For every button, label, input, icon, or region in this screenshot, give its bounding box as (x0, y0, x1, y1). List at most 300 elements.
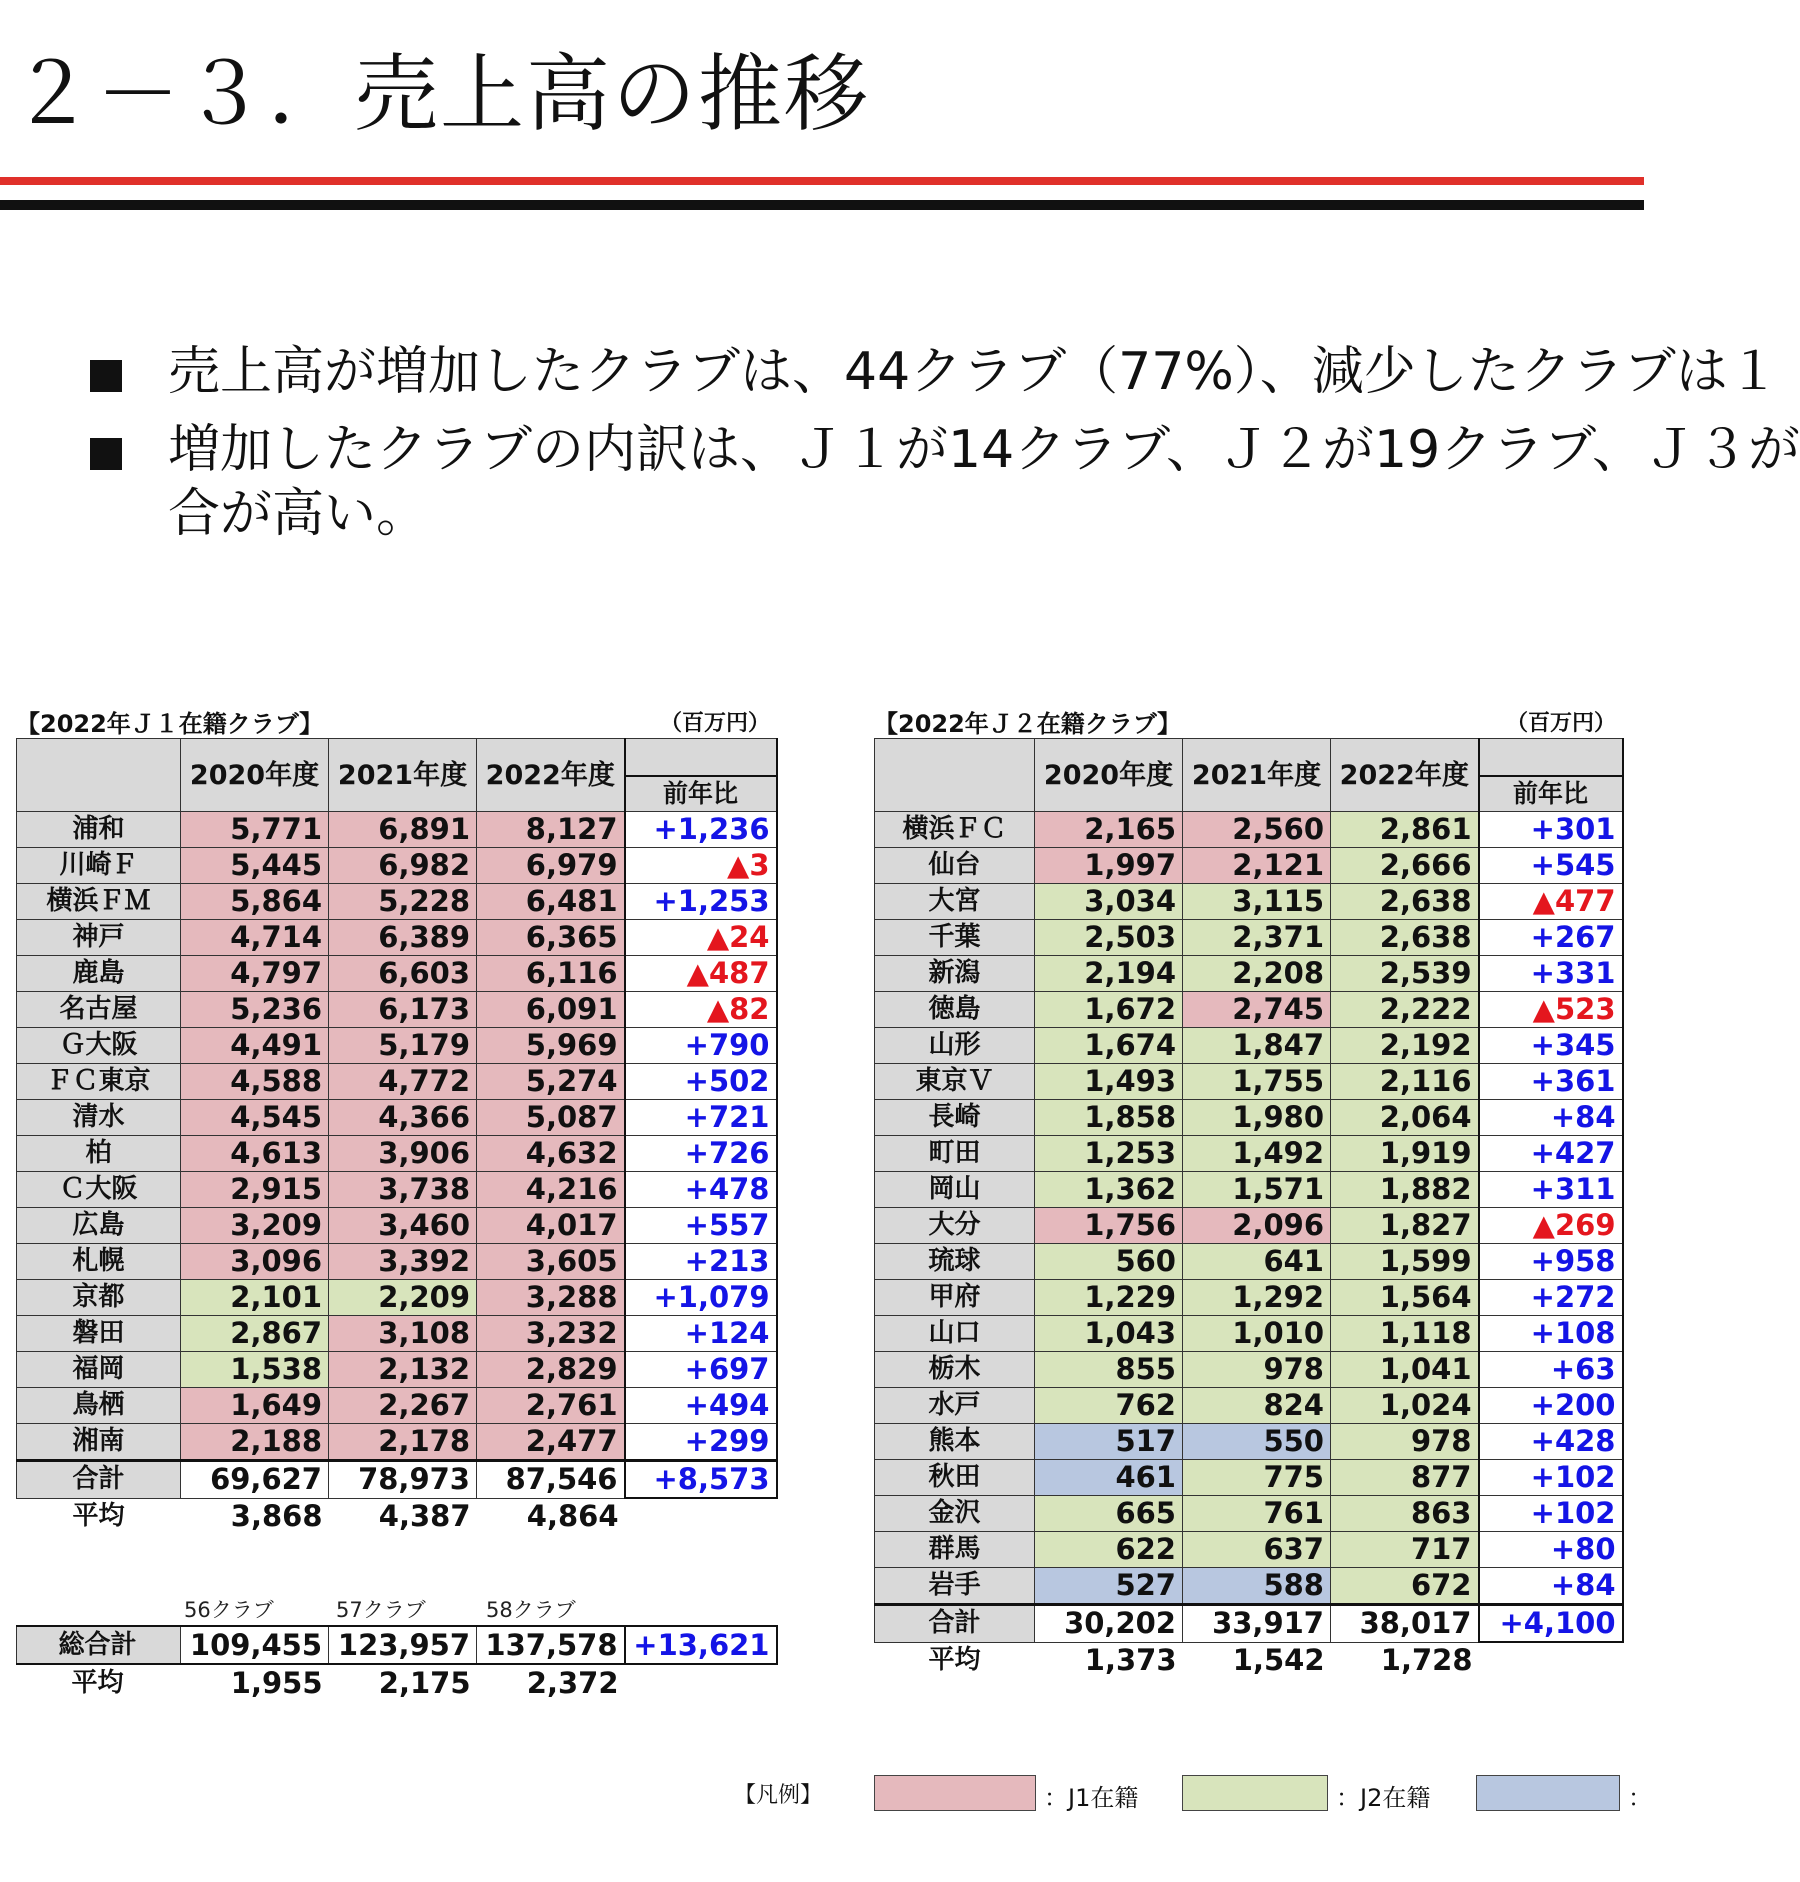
club-name: 琉球 (875, 1244, 1035, 1280)
yoy-change: +84 (1479, 1568, 1623, 1605)
club-name: 徳島 (875, 992, 1035, 1028)
bullet-item (90, 340, 1780, 404)
yoy-change: +200 (1479, 1388, 1623, 1424)
yoy-change: +478 (625, 1172, 777, 1208)
total-value-2022: 87,546 (477, 1461, 625, 1499)
table-row (17, 1316, 777, 1352)
sales-value-2022: 2,477 (477, 1424, 625, 1461)
grand-average-2021: 2,175 (378, 1666, 471, 1700)
average-blank (625, 1498, 777, 1534)
club-name: 福岡 (17, 1352, 181, 1388)
sales-value-2022: 8,127 (477, 812, 625, 848)
sales-value-2021: 6,389 (329, 920, 477, 956)
sales-value-2021: 3,460 (329, 1208, 477, 1244)
sales-value-2020: 527 (1035, 1568, 1183, 1605)
total-label: 合計 (17, 1461, 181, 1499)
j1-unit: （百万円） (660, 711, 771, 736)
club-count-2021: 57クラブ (336, 1598, 426, 1622)
bullet-list (90, 340, 1800, 560)
table-row (17, 920, 777, 956)
sales-value-2022: 2,761 (477, 1388, 625, 1424)
grand-total-row (17, 1626, 777, 1664)
sales-value-2021: 2,560 (1183, 812, 1331, 848)
yoy-change: +427 (1479, 1136, 1623, 1172)
table-row (17, 1064, 777, 1100)
club-name: 仙台 (875, 848, 1035, 884)
table-row (875, 1172, 1623, 1208)
table-header-row (17, 739, 777, 812)
sales-value-2022: 6,116 (477, 956, 625, 992)
j1-sales-table (16, 738, 778, 1534)
header-blank (17, 739, 181, 812)
yoy-change: +1,236 (625, 812, 777, 848)
sales-value-2022: 1,118 (1331, 1316, 1479, 1352)
sales-value-2022: 1,041 (1331, 1352, 1479, 1388)
club-name: 鹿島 (17, 956, 181, 992)
table-row (17, 1172, 777, 1208)
sales-value-2020: 2,503 (1035, 920, 1183, 956)
table-row (17, 1352, 777, 1388)
club-name: 清水 (17, 1100, 181, 1136)
j2-unit: （百万円） (1506, 711, 1617, 736)
sales-value-2020: 5,771 (181, 812, 329, 848)
table-row (17, 1028, 777, 1064)
club-name: 湘南 (17, 1424, 181, 1461)
yoy-change: +697 (625, 1352, 777, 1388)
sales-value-2022: 4,632 (477, 1136, 625, 1172)
bullet-square-icon (90, 360, 122, 392)
sales-value-2020: 4,613 (181, 1136, 329, 1172)
table-row (875, 1028, 1623, 1064)
sales-value-2021: 978 (1183, 1352, 1331, 1388)
table-row (17, 812, 777, 848)
club-name: 磐田 (17, 1316, 181, 1352)
sales-value-2020: 855 (1035, 1352, 1183, 1388)
header-2022: 2022年度 (477, 739, 625, 812)
sales-value-2021: 2,121 (1183, 848, 1331, 884)
sales-value-2020: 2,165 (1035, 812, 1183, 848)
table-row (17, 992, 777, 1028)
sales-value-2021: 3,738 (329, 1172, 477, 1208)
grand-total-yoy: +13,621 (625, 1626, 777, 1664)
legend-swatch-j3 (1476, 1775, 1620, 1811)
yoy-change: +1,079 (625, 1280, 777, 1316)
sales-value-2022: 5,969 (477, 1028, 625, 1064)
sales-value-2021: 824 (1183, 1388, 1331, 1424)
table-row (875, 956, 1623, 992)
grand-average-2022: 2,372 (526, 1666, 619, 1700)
yoy-change: ▲487 (625, 956, 777, 992)
club-name: 浦和 (17, 812, 181, 848)
sales-value-2022: 1,827 (1331, 1208, 1479, 1244)
sales-value-2022: 877 (1331, 1460, 1479, 1496)
grand-average-2020: 1,955 (230, 1666, 323, 1700)
club-name: 群馬 (875, 1532, 1035, 1568)
title-rule-black (0, 200, 1644, 210)
average-value-2022: 4,864 (477, 1498, 625, 1534)
sales-value-2020: 3,209 (181, 1208, 329, 1244)
sales-value-2020: 1,538 (181, 1352, 329, 1388)
club-name: 川崎Ｆ (17, 848, 181, 884)
sales-value-2022: 2,829 (477, 1352, 625, 1388)
yoy-change: +1,253 (625, 884, 777, 920)
sales-value-2021: 550 (1183, 1424, 1331, 1460)
sales-value-2021: 761 (1183, 1496, 1331, 1532)
bullet-text: 売上高が増加したクラブは、44クラブ（77%）、減少したクラブは１ (168, 342, 1780, 402)
bullet-square-icon (90, 438, 122, 470)
legend-text-j3: ： (1628, 1784, 1652, 1812)
sales-value-2022: 2,666 (1331, 848, 1479, 884)
sales-value-2021: 6,603 (329, 956, 477, 992)
sales-value-2020: 1,043 (1035, 1316, 1183, 1352)
yoy-change: +84 (1479, 1100, 1623, 1136)
club-name: 金沢 (875, 1496, 1035, 1532)
sales-value-2022: 1,919 (1331, 1136, 1479, 1172)
sales-value-2020: 1,997 (1035, 848, 1183, 884)
club-name: 札幌 (17, 1244, 181, 1280)
table-row (875, 1352, 1623, 1388)
club-name: 岡山 (875, 1172, 1035, 1208)
sales-value-2022: 2,116 (1331, 1064, 1479, 1100)
club-name: 甲府 (875, 1280, 1035, 1316)
sales-value-2020: 5,236 (181, 992, 329, 1028)
sales-value-2021: 2,096 (1183, 1208, 1331, 1244)
sales-value-2021: 2,178 (329, 1424, 477, 1461)
table-row (17, 956, 777, 992)
sales-value-2020: 2,188 (181, 1424, 329, 1461)
total-value-2020: 30,202 (1035, 1605, 1183, 1643)
sales-value-2021: 4,772 (329, 1064, 477, 1100)
sales-value-2020: 4,491 (181, 1028, 329, 1064)
page-title: ２－３．売上高の推移 (10, 45, 871, 143)
sales-value-2020: 2,194 (1035, 956, 1183, 992)
sales-value-2021: 2,745 (1183, 992, 1331, 1028)
sales-value-2021: 5,179 (329, 1028, 477, 1064)
club-name: 大宮 (875, 884, 1035, 920)
table-row (875, 1316, 1623, 1352)
header-yoy (1479, 739, 1623, 812)
sales-value-2021: 4,366 (329, 1100, 477, 1136)
grand-total-2020: 109,455 (181, 1626, 329, 1664)
sales-value-2020: 1,229 (1035, 1280, 1183, 1316)
total-yoy-change: +4,100 (1479, 1605, 1623, 1643)
sales-value-2020: 4,588 (181, 1064, 329, 1100)
total-value-2021: 78,973 (329, 1461, 477, 1499)
sales-value-2020: 1,756 (1035, 1208, 1183, 1244)
table-row (875, 1460, 1623, 1496)
club-count-2022: 58クラブ (486, 1598, 576, 1622)
total-label: 合計 (875, 1605, 1035, 1643)
average-value-2020: 3,868 (181, 1498, 329, 1534)
sales-value-2021: 6,982 (329, 848, 477, 884)
club-name: 栃木 (875, 1352, 1035, 1388)
sales-value-2021: 3,906 (329, 1136, 477, 1172)
table-row (17, 1208, 777, 1244)
sales-value-2021: 1,010 (1183, 1316, 1331, 1352)
sales-value-2020: 622 (1035, 1532, 1183, 1568)
average-value-2020: 1,373 (1035, 1642, 1183, 1678)
table-row (875, 1136, 1623, 1172)
sales-value-2020: 2,101 (181, 1280, 329, 1316)
table-row (875, 1424, 1623, 1460)
sales-value-2021: 1,492 (1183, 1136, 1331, 1172)
grand-average-label: 平均 (71, 1668, 124, 1698)
table-row (875, 1280, 1623, 1316)
yoy-change: ▲3 (625, 848, 777, 884)
sales-value-2020: 762 (1035, 1388, 1183, 1424)
sales-value-2022: 2,222 (1331, 992, 1479, 1028)
sales-value-2022: 5,274 (477, 1064, 625, 1100)
average-row (875, 1642, 1623, 1678)
sales-value-2020: 5,445 (181, 848, 329, 884)
header-2022: 2022年度 (1331, 739, 1479, 812)
sales-value-2022: 4,216 (477, 1172, 625, 1208)
club-name: 町田 (875, 1136, 1035, 1172)
sales-value-2022: 717 (1331, 1532, 1479, 1568)
table-row (17, 848, 777, 884)
sales-value-2021: 775 (1183, 1460, 1331, 1496)
sales-value-2022: 863 (1331, 1496, 1479, 1532)
club-name: 長崎 (875, 1100, 1035, 1136)
sales-value-2021: 1,980 (1183, 1100, 1331, 1136)
yoy-change: +428 (1479, 1424, 1623, 1460)
average-value-2021: 1,542 (1183, 1642, 1331, 1678)
sales-value-2022: 1,882 (1331, 1172, 1479, 1208)
yoy-change: +790 (625, 1028, 777, 1064)
table-row (17, 1388, 777, 1424)
sales-value-2022: 1,599 (1331, 1244, 1479, 1280)
yoy-change: +331 (1479, 956, 1623, 992)
club-name: 京都 (17, 1280, 181, 1316)
club-name: 横浜ＦＭ (17, 884, 181, 920)
club-name: 東京Ｖ (875, 1064, 1035, 1100)
yoy-change: ▲82 (625, 992, 777, 1028)
legend-swatch-j1 (874, 1775, 1036, 1811)
total-value-2021: 33,917 (1183, 1605, 1331, 1643)
grand-total-2022: 137,578 (477, 1626, 625, 1664)
club-name: 横浜ＦＣ (875, 812, 1035, 848)
sales-value-2020: 560 (1035, 1244, 1183, 1280)
table-row (17, 884, 777, 920)
sales-value-2020: 1,674 (1035, 1028, 1183, 1064)
yoy-change: +301 (1479, 812, 1623, 848)
table-row (875, 1064, 1623, 1100)
sales-value-2020: 2,915 (181, 1172, 329, 1208)
club-count-2020: 56クラブ (184, 1598, 274, 1622)
average-row (17, 1498, 777, 1534)
club-name: Ｇ大阪 (17, 1028, 181, 1064)
grand-total-label: 総合計 (17, 1626, 181, 1664)
table-header-row (875, 739, 1623, 812)
bullet-item (90, 418, 1800, 546)
sales-value-2022: 3,605 (477, 1244, 625, 1280)
header-2021: 2021年度 (1183, 739, 1331, 812)
table-row (875, 1100, 1623, 1136)
sales-value-2022: 6,091 (477, 992, 625, 1028)
sales-value-2020: 4,797 (181, 956, 329, 992)
table-row (17, 1136, 777, 1172)
sales-value-2021: 5,228 (329, 884, 477, 920)
yoy-change: +502 (625, 1064, 777, 1100)
yoy-change: +345 (1479, 1028, 1623, 1064)
header-2021: 2021年度 (329, 739, 477, 812)
grand-total-table (16, 1625, 778, 1701)
sales-value-2021: 2,267 (329, 1388, 477, 1424)
grand-average-row (17, 1664, 777, 1701)
sales-value-2020: 2,867 (181, 1316, 329, 1352)
average-value-2021: 4,387 (329, 1498, 477, 1534)
total-value-2022: 38,017 (1331, 1605, 1479, 1643)
total-yoy-change: +8,573 (625, 1461, 777, 1499)
sales-value-2021: 3,115 (1183, 884, 1331, 920)
sales-value-2020: 1,649 (181, 1388, 329, 1424)
sales-value-2022: 1,024 (1331, 1388, 1479, 1424)
header-yoy-label: 前年比 (626, 775, 776, 811)
yoy-change: ▲523 (1479, 992, 1623, 1028)
yoy-change: +311 (1479, 1172, 1623, 1208)
sales-value-2021: 1,571 (1183, 1172, 1331, 1208)
table-row (17, 1280, 777, 1316)
club-name: 岩手 (875, 1568, 1035, 1605)
sales-value-2022: 2,192 (1331, 1028, 1479, 1064)
total-value-2020: 69,627 (181, 1461, 329, 1499)
yoy-change: +124 (625, 1316, 777, 1352)
club-name: 広島 (17, 1208, 181, 1244)
sales-value-2022: 978 (1331, 1424, 1479, 1460)
j1-caption: 【2022年Ｊ１在籍クラブ】 (16, 710, 324, 738)
yoy-change: ▲24 (625, 920, 777, 956)
j2-caption: 【2022年Ｊ２在籍クラブ】 (874, 710, 1182, 738)
sales-value-2022: 6,365 (477, 920, 625, 956)
sales-value-2021: 2,208 (1183, 956, 1331, 992)
sales-value-2021: 6,891 (329, 812, 477, 848)
sales-value-2020: 4,714 (181, 920, 329, 956)
table-row (875, 1244, 1623, 1280)
average-label: 平均 (17, 1498, 181, 1534)
sales-value-2020: 461 (1035, 1460, 1183, 1496)
bullet-text: 増加したクラブの内訳は、Ｊ１が14クラブ、Ｊ２が19クラブ、Ｊ３が (168, 420, 1800, 480)
sales-value-2021: 1,755 (1183, 1064, 1331, 1100)
yoy-change: +108 (1479, 1316, 1623, 1352)
yoy-change: +102 (1479, 1496, 1623, 1532)
club-name: 熊本 (875, 1424, 1035, 1460)
total-row (875, 1605, 1623, 1643)
total-row (17, 1461, 777, 1499)
sales-value-2021: 641 (1183, 1244, 1331, 1280)
sales-value-2021: 6,173 (329, 992, 477, 1028)
legend-text-j1: ：J1在籍 (1044, 1784, 1139, 1812)
yoy-change: ▲477 (1479, 884, 1623, 920)
title-rule-red (0, 177, 1644, 185)
table-row (875, 992, 1623, 1028)
yoy-change: +494 (625, 1388, 777, 1424)
yoy-change: +721 (625, 1100, 777, 1136)
yoy-change: +557 (625, 1208, 777, 1244)
sales-value-2022: 2,539 (1331, 956, 1479, 992)
table-row (17, 1244, 777, 1280)
legend-label: 【凡例】 (734, 1783, 823, 1808)
club-name: 秋田 (875, 1460, 1035, 1496)
grand-average-blank (625, 1664, 777, 1701)
yoy-change: +361 (1479, 1064, 1623, 1100)
table-row (875, 1208, 1623, 1244)
table-row (17, 1100, 777, 1136)
header-blank (875, 739, 1035, 812)
club-name: 名古屋 (17, 992, 181, 1028)
sales-value-2020: 517 (1035, 1424, 1183, 1460)
sales-value-2022: 4,017 (477, 1208, 625, 1244)
sales-value-2022: 2,638 (1331, 884, 1479, 920)
bullet-text-continued: 合が高い。 (168, 484, 429, 544)
table-row (875, 1388, 1623, 1424)
yoy-change: +545 (1479, 848, 1623, 884)
sales-value-2020: 1,362 (1035, 1172, 1183, 1208)
club-name: ＦＣ東京 (17, 1064, 181, 1100)
sales-value-2022: 5,087 (477, 1100, 625, 1136)
yoy-change: +213 (625, 1244, 777, 1280)
sales-value-2020: 4,545 (181, 1100, 329, 1136)
sales-value-2022: 3,232 (477, 1316, 625, 1352)
legend-text-j2: ：J2在籍 (1336, 1784, 1431, 1812)
header-yoy (625, 739, 777, 812)
club-name: 千葉 (875, 920, 1035, 956)
sales-value-2021: 2,132 (329, 1352, 477, 1388)
club-name: 山口 (875, 1316, 1035, 1352)
sales-value-2021: 3,392 (329, 1244, 477, 1280)
sales-value-2021: 588 (1183, 1568, 1331, 1605)
sales-value-2020: 1,493 (1035, 1064, 1183, 1100)
sales-value-2020: 1,858 (1035, 1100, 1183, 1136)
table-row (875, 848, 1623, 884)
header-2020: 2020年度 (181, 739, 329, 812)
average-label: 平均 (875, 1642, 1035, 1678)
yoy-change: +299 (625, 1424, 777, 1461)
sales-value-2022: 2,064 (1331, 1100, 1479, 1136)
sales-value-2020: 3,034 (1035, 884, 1183, 920)
sales-value-2022: 2,638 (1331, 920, 1479, 956)
sales-value-2021: 637 (1183, 1532, 1331, 1568)
sales-value-2022: 1,564 (1331, 1280, 1479, 1316)
table-row (875, 884, 1623, 920)
club-name: 神戸 (17, 920, 181, 956)
yoy-change: +272 (1479, 1280, 1623, 1316)
club-name: 鳥栖 (17, 1388, 181, 1424)
sales-value-2021: 1,847 (1183, 1028, 1331, 1064)
sales-value-2020: 3,096 (181, 1244, 329, 1280)
table-row (875, 1496, 1623, 1532)
club-name: 大分 (875, 1208, 1035, 1244)
sales-value-2020: 5,864 (181, 884, 329, 920)
club-name: 新潟 (875, 956, 1035, 992)
sales-value-2022: 2,861 (1331, 812, 1479, 848)
sales-value-2022: 672 (1331, 1568, 1479, 1605)
sales-value-2022: 6,481 (477, 884, 625, 920)
yoy-change: +63 (1479, 1352, 1623, 1388)
club-name: 柏 (17, 1136, 181, 1172)
table-row (17, 1424, 777, 1461)
average-blank (1479, 1642, 1623, 1678)
table-row (875, 920, 1623, 956)
average-value-2022: 1,728 (1331, 1642, 1479, 1678)
club-name: 水戸 (875, 1388, 1035, 1424)
table-row (875, 1532, 1623, 1568)
grand-total-2021: 123,957 (329, 1626, 477, 1664)
legend-swatch-j2 (1182, 1775, 1328, 1811)
sales-value-2020: 1,253 (1035, 1136, 1183, 1172)
club-name: 山形 (875, 1028, 1035, 1064)
yoy-change: +726 (625, 1136, 777, 1172)
j2-sales-table (874, 738, 1624, 1678)
